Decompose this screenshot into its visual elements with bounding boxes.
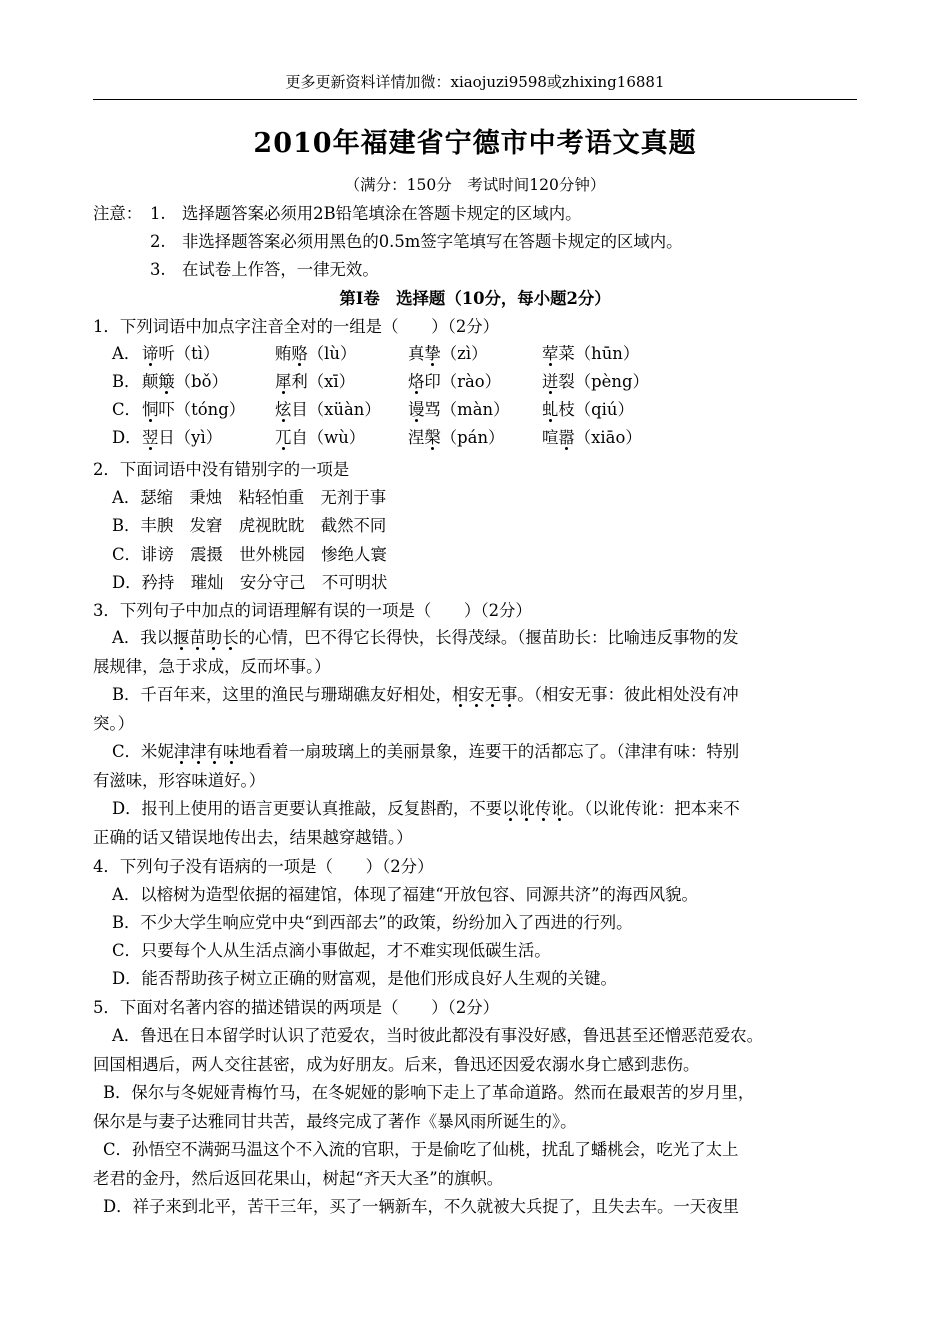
exam-title: 2010年福建省宁德市中考语文真题 (253, 128, 697, 159)
word-char: n (477, 428, 489, 447)
word-char: o (474, 372, 485, 391)
q1-option-c-word-3 (408, 398, 509, 422)
word-char: t (191, 400, 198, 419)
word-char: z (457, 344, 466, 363)
emphasis-char: 翌 (142, 428, 159, 447)
word-char: （ (574, 372, 592, 391)
word-char: （ (174, 400, 192, 419)
emphasis-char: 传 (534, 799, 552, 818)
emphasis-char: 揠 (173, 628, 190, 647)
q3-c-post: 地看着一扇玻璃上的美丽景象，连要干的活都忘了。（津津有味：特别 (239, 742, 740, 761)
q1-option-a-word-4 (542, 342, 639, 366)
word-char: ù (329, 344, 340, 363)
word-char: ü (333, 400, 344, 419)
emphasis-char: 助 (205, 628, 223, 647)
word-char: ） (632, 372, 649, 391)
emphasis-char: 以 (502, 799, 519, 818)
word-char: r (457, 372, 466, 391)
word-char: （ (307, 372, 325, 391)
q1-option-b-word-1 (142, 370, 228, 394)
q3-d-post: 。（以讹传讹：把本来不 (567, 799, 740, 818)
word-char: x (591, 428, 601, 447)
word-char: ì (200, 428, 206, 447)
section-title: 第Ⅰ卷 选择题（10分，每小题2分） (339, 289, 611, 308)
q5-option-b-cont: 保尔是与妻子达雅同甘共苦，最终完成了著作《暴风雨所诞生的》。 (93, 1112, 577, 1131)
word-char: á (467, 428, 478, 447)
emphasis-char: 恫 (142, 400, 159, 419)
word-char: g (218, 400, 229, 419)
word-char: q (591, 400, 602, 419)
q1-option-a-word-3 (408, 342, 487, 366)
q1-option-a-label: A． (112, 344, 141, 363)
q3-b-dotted-term (452, 685, 518, 704)
word-char: 印 (424, 372, 441, 391)
q1-option-b-word-4 (542, 370, 649, 394)
emphasis-char: 讹 (551, 799, 568, 818)
page-header: 更多更新资料详情加微：xiaojuzi9598或zhixing16881 (285, 73, 665, 91)
word-char: 骂 (424, 400, 441, 419)
word-char: 枝 (558, 400, 575, 419)
q1-option-d-word-4 (542, 426, 642, 450)
word-char: 真 (408, 344, 425, 363)
word-char: ） (625, 428, 642, 447)
word-char: x (324, 400, 334, 419)
word-char: （ (440, 428, 458, 447)
q5-option-b: B．保尔与冬妮娅青梅竹马，在冬妮娅的影响下走上了革命道路。然而在最艰苦的岁月里， (103, 1083, 755, 1102)
emphasis-char: 兀 (275, 428, 292, 447)
word-char: t (191, 344, 198, 363)
q3-option-d (112, 797, 740, 821)
header-divider (93, 99, 857, 100)
word-char: 喧 (542, 428, 559, 447)
q3-option-c-cont: 有滋味，形容味道好。） (93, 771, 266, 790)
notes-label: 注意： (93, 204, 143, 223)
word-char: 涅 (408, 428, 425, 447)
word-char: p (591, 372, 602, 391)
q1-option-a-word-1 (142, 342, 219, 366)
q2-option-d: D．矜持 璀灿 安分守己 不可明状 (112, 573, 388, 592)
word-char: ā (605, 428, 616, 447)
q2-stem: 2．下面词语中没有错别字的一项是 (93, 460, 350, 479)
word-char: i (601, 400, 607, 419)
word-char: （ (174, 344, 192, 363)
word-char: 目 (291, 400, 308, 419)
word-char: n (482, 400, 494, 419)
word-char: ù (338, 428, 349, 447)
q3-c-dotted-term (174, 742, 240, 761)
emphasis-char: 虬 (542, 400, 559, 419)
q2-option-c: C．诽谤 震摄 世外桃园 惨绝人寰 (112, 545, 387, 564)
q5-stem: 5．下面对名著内容的描述错误的两项是（ ）（2分） (93, 998, 500, 1017)
word-char: 吓 (158, 400, 175, 419)
q1-option-b-word-2 (275, 370, 355, 394)
word-char: o (615, 428, 626, 447)
word-char: （ (440, 344, 458, 363)
word-char: y (191, 428, 201, 447)
word-char: （ (440, 372, 458, 391)
note-item-2: 2. 非选择题答案必须用黑色的0.5m签字笔填写在答题卡规定的区域内。 (150, 232, 683, 251)
q3-a-post: 的心情，巴不得它长得快，长得茂绿。（揠苗助长：比喻违反事物的发 (238, 628, 739, 647)
q1-option-b-word-3 (408, 370, 501, 394)
note-item-3: 3. 在试卷上作答，一律无效。 (150, 260, 379, 279)
emphasis-char: 犀 (275, 372, 292, 391)
q3-d-pre: D．报刊上使用的语言更要认真推敲，反复斟酌，不要 (112, 799, 503, 818)
word-char: h (591, 344, 602, 363)
word-char: （ (440, 400, 458, 419)
word-char: x (324, 372, 334, 391)
word-char: à (472, 400, 483, 419)
q3-option-b (112, 683, 739, 707)
word-char: （ (174, 428, 192, 447)
word-char: n (353, 400, 365, 419)
word-char: （ (574, 344, 592, 363)
word-char: i (600, 428, 606, 447)
word-char: 日 (158, 428, 175, 447)
word-char: p (457, 428, 468, 447)
q3-c-pre: C．米妮 (112, 742, 174, 761)
word-char: （ (574, 400, 592, 419)
q3-b-post: 。（相安无事：彼此相处没有冲 (517, 685, 739, 704)
q1-option-d-word-2 (275, 426, 365, 450)
q2-option-a: A．瑟缩 秉烛 粘轻怕重 无剂于事 (112, 488, 387, 507)
word-char: （ (307, 400, 325, 419)
q4-option-b: B．不少大学生响应党中央“到西部去”的政策，纷纷加入了西进的行列。 (112, 913, 633, 932)
word-char: ó (197, 400, 208, 419)
word-char: ） (493, 400, 510, 419)
q1-option-c-word-2 (275, 398, 381, 422)
q2-option-b: B．丰腴 发窘 虎视眈眈 截然不同 (112, 516, 387, 535)
word-char: 自 (291, 428, 308, 447)
q1-option-a-word-2 (275, 342, 356, 366)
q1-option-d-word-3 (408, 426, 504, 450)
q4-stem: 4．下列句子没有语病的一项是（ ）（2分） (93, 857, 434, 876)
word-char: ） (203, 344, 220, 363)
exam-subtitle: （满分：150分 考试时间120分钟） (344, 176, 606, 194)
word-char: ī (333, 372, 339, 391)
word-char: （ (307, 344, 325, 363)
emphasis-char: 相 (451, 685, 469, 704)
q3-option-b-cont: 突。） (93, 714, 134, 733)
word-char: 颠 (142, 372, 159, 391)
word-char: ） (348, 428, 366, 447)
word-char: 菜 (558, 344, 575, 363)
word-char: ū (601, 344, 613, 363)
word-char: n (612, 344, 623, 363)
emphasis-char: 津 (190, 742, 207, 761)
emphasis-char: 味 (222, 742, 240, 761)
q5-option-c-cont: 老君的金丹，然后返回花果山，树起“齐天大圣”的旗帜。 (93, 1169, 504, 1188)
word-char: à (343, 400, 354, 419)
emphasis-char: 炫 (275, 400, 292, 419)
q1-option-c-word-4 (542, 398, 634, 422)
word-char: ） (484, 372, 502, 391)
word-char: ） (211, 372, 228, 391)
word-char: 贿 (275, 344, 292, 363)
word-char: ） (338, 372, 356, 391)
word-char: 听 (158, 344, 175, 363)
word-char: （ (574, 428, 592, 447)
q1-option-d-word-1 (142, 426, 222, 450)
emphasis-char: 津 (173, 742, 191, 761)
q4-option-d: D．能否帮助孩子树立正确的财富观，是他们形成良好人生观的关键。 (112, 969, 617, 988)
q3-b-pre: B．千百年来，这里的渔民与珊瑚礁友好相处， (112, 685, 452, 704)
q1-stem: 1．下列词语中加点字注音全对的一组是（ ）（2分） (93, 317, 500, 336)
q5-option-c: C．孙悟空不满弼马温这个不入流的官职，于是偷吃了仙桃，扰乱了蟠桃会，吃光了太上 (103, 1140, 739, 1159)
emphasis-char: 事 (501, 685, 518, 704)
q1-option-c-word-1 (142, 398, 245, 422)
word-char: ì (197, 344, 204, 363)
q3-option-c (112, 740, 739, 764)
word-char: ） (488, 428, 505, 447)
word-char: （ (307, 428, 325, 447)
emphasis-char: 烙 (408, 372, 425, 391)
q3-a-pre: A．我以 (112, 628, 174, 647)
word-char: n (611, 372, 622, 391)
emphasis-char: 簸 (158, 372, 175, 391)
word-char: ì (465, 344, 472, 363)
word-char: l (324, 344, 330, 363)
q5-option-d: D．祥子来到北平，苦干三年，买了一辆新车，不久就被大兵捉了，且失去车。一天夜里 (103, 1197, 739, 1216)
q5-option-a-cont: 回国相遇后，两人交往甚密，成为好朋友。后来，鲁迅还因爱农溺水身亡感到悲伤。 (93, 1055, 700, 1074)
word-char: n (207, 400, 219, 419)
emphasis-char: 荤 (542, 344, 559, 363)
q4-option-c: C．只要每个人从生活点滴小事做起，才不难实现低碳生活。 (112, 941, 551, 960)
q4-option-a: A．以榕树为造型依据的福建馆，体现了福建“开放包容、同源共济”的海西风貌。 (112, 885, 698, 904)
emphasis-char: 赂 (291, 344, 308, 363)
word-char: ） (471, 344, 488, 363)
word-char: ǒ (201, 372, 212, 391)
emphasis-char: 苗 (189, 628, 206, 647)
note-item-1: 1. 选择题答案必须用2B铅笔填涂在答题卡规定的区域内。 (150, 204, 582, 223)
q3-option-d-cont: 正确的话又错误地传出去，结果越穿越错。） (93, 828, 413, 847)
emphasis-char: 有 (206, 742, 223, 761)
word-char: （ (174, 372, 192, 391)
word-char: ú (606, 400, 618, 419)
word-char: 裂 (558, 372, 575, 391)
emphasis-char: 谩 (408, 400, 425, 419)
q3-stem: 3．下列句子中加点的词语理解有误的一项是（ ）（2分） (93, 601, 532, 620)
word-char: ） (228, 400, 246, 419)
emphasis-char: 挚 (424, 344, 441, 363)
word-char: è (601, 372, 612, 391)
word-char: 利 (291, 372, 308, 391)
word-char: b (191, 372, 202, 391)
emphasis-char: 长 (222, 628, 239, 647)
q1-option-d-label: D． (112, 428, 142, 447)
q3-a-dotted-term (173, 628, 239, 647)
q3-d-dotted-term (502, 799, 568, 818)
emphasis-char: 安 (468, 685, 485, 704)
word-char: w (324, 428, 339, 447)
word-char: ） (622, 344, 640, 363)
word-char: ） (339, 344, 357, 363)
q1-option-b-label: B． (112, 372, 141, 391)
emphasis-char: 无 (484, 685, 502, 704)
q5-option-a: A．鲁迅在日本留学时认识了范爱农，当时彼此都没有事没好感，鲁迅甚至还憎恶范爱农。 (112, 1026, 764, 1045)
word-char: ） (205, 428, 223, 447)
q3-option-a (112, 626, 739, 650)
emphasis-char: 迸 (542, 372, 559, 391)
word-char: m (457, 400, 473, 419)
word-char: g (621, 372, 633, 391)
word-char: à (465, 372, 475, 391)
word-char: ） (364, 400, 381, 419)
emphasis-char: 嚣 (558, 428, 575, 447)
word-char: ） (617, 400, 634, 419)
q3-option-a-cont: 展规律，急于求成，反而坏事。） (93, 657, 331, 676)
emphasis-char: 槃 (424, 428, 441, 447)
q1-option-c-label: C． (112, 400, 141, 419)
emphasis-char: 谛 (142, 344, 159, 363)
emphasis-char: 讹 (518, 799, 535, 818)
